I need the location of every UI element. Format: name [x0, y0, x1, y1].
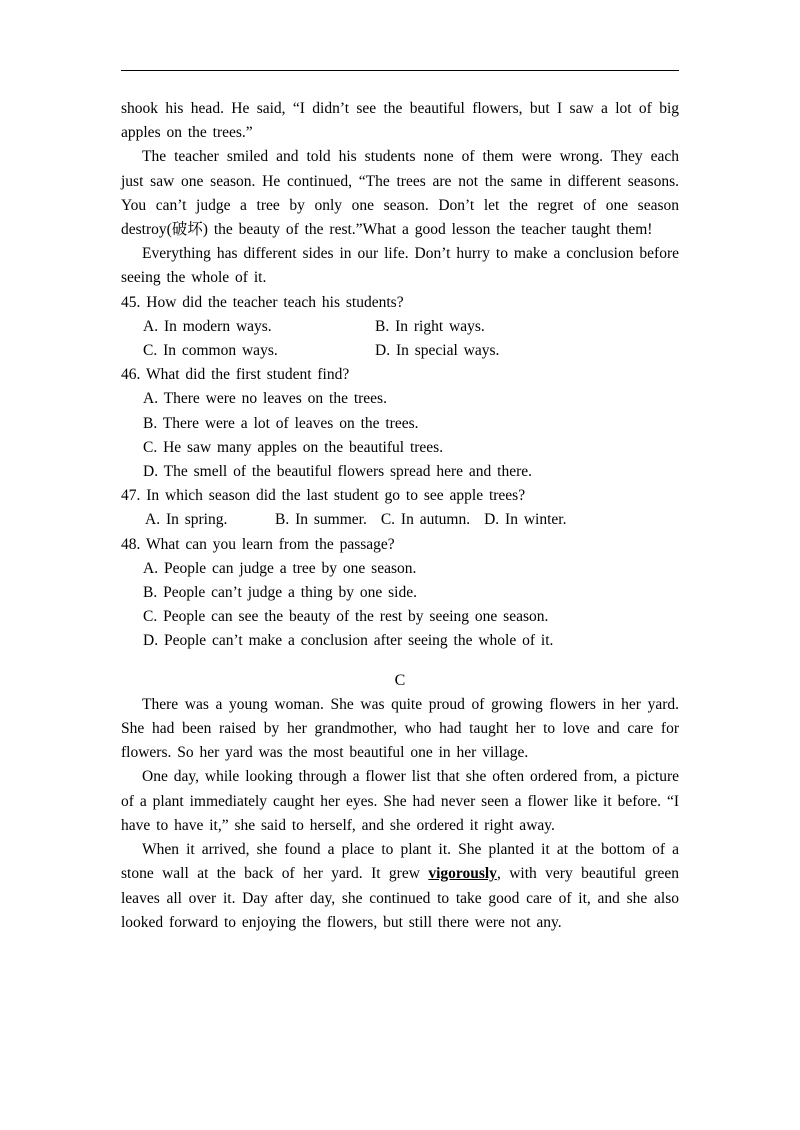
- passage-c-paragraph-2: One day, while looking through a flower list that she often ordered from, a picture of a plant immediately caught her eyes. She had never seen a flower like it before. “I have to have it,” she said to herself, and she ordered it right away.: [121, 768, 679, 834]
- section-heading: C: [394, 671, 406, 689]
- option-c: C. In autumn.: [380, 511, 471, 529]
- option-d: D. In special ways.: [375, 342, 500, 360]
- option-c: C. In common ways.: [143, 342, 278, 360]
- page-content: [121, 97, 679, 935]
- passage-b-paragraph-3: Everything has different sides in our life. Don’t hurry to make a conclusion before seeing the whole of it.: [121, 245, 679, 287]
- question-stem: 45. How did the teacher teach his students?: [121, 293, 404, 311]
- option-a: A. People can judge a tree by one season.: [143, 559, 417, 577]
- passage-c-paragraph-1: There was a young woman. She was quite proud of growing flowers in her yard. She had been raised by her grandmother, who had taught her to love and care for flowers. So her yard was the most beautiful one in her village.: [121, 695, 679, 762]
- passage-b-paragraph-1: shook his head. He said, “I didn’t see the beautiful flowers, but I saw a lot of big apples on the trees.”: [121, 100, 679, 142]
- option-b: B. People can’t judge a thing by one side.: [143, 584, 417, 602]
- option-d: D. The smell of the beautiful flowers spread here and there.: [143, 463, 532, 481]
- option-a: A. In modern ways.: [143, 317, 272, 335]
- passage-b-paragraph-2: The teacher smiled and told his students none of them were wrong. They each just saw one season. He continued, “The trees are not the same in different seasons. You can’t judge a tree by only one season. Don’t let the regret of one season destroy(破坏) the beauty of the rest.”What a good lesson the teacher taught them!: [121, 148, 679, 239]
- underlined-word: vigorously: [428, 865, 497, 883]
- option-c: C. He saw many apples on the beautiful trees.: [143, 438, 444, 456]
- question-stem: 47. In which season did the last student go to see apple trees?: [121, 487, 526, 505]
- option-b: B. In right ways.: [375, 317, 485, 335]
- question-48: [121, 533, 679, 654]
- question-46: [121, 363, 679, 484]
- option-d: D. In winter.: [484, 511, 567, 529]
- option-b: B. There were a lot of leaves on the trees.: [143, 414, 419, 432]
- question-47: [121, 484, 679, 532]
- question-stem: 46. What did the first student find?: [121, 366, 350, 384]
- option-c: C. People can see the beauty of the rest by seeing one season.: [143, 608, 549, 626]
- option-b: B. In summer.: [275, 511, 367, 529]
- paragraph-text: When it arrived, she found a place to plant it. She planted it at the bottom of a stone wall at the back of her yard. It grew: [121, 841, 679, 883]
- option-row: [143, 339, 679, 363]
- option-d: D. People can’t make a conclusion after seeing the whole of it.: [143, 632, 554, 650]
- option-a: A. There were no leaves on the trees.: [143, 390, 387, 408]
- option-a: A. In spring.: [145, 511, 228, 529]
- header-rule: [121, 70, 679, 71]
- paragraph-text: , with very beautiful green leaves all over it. Day after day, she continued to take good care of it, and she also looked forward to enjoying the flowers, but still there were not any.: [121, 865, 680, 931]
- passage-c-paragraph-3: [121, 838, 679, 935]
- option-row: [145, 508, 679, 532]
- question-stem: 48. What can you learn from the passage?: [121, 535, 395, 553]
- option-row: [143, 315, 679, 339]
- question-45: [121, 291, 679, 364]
